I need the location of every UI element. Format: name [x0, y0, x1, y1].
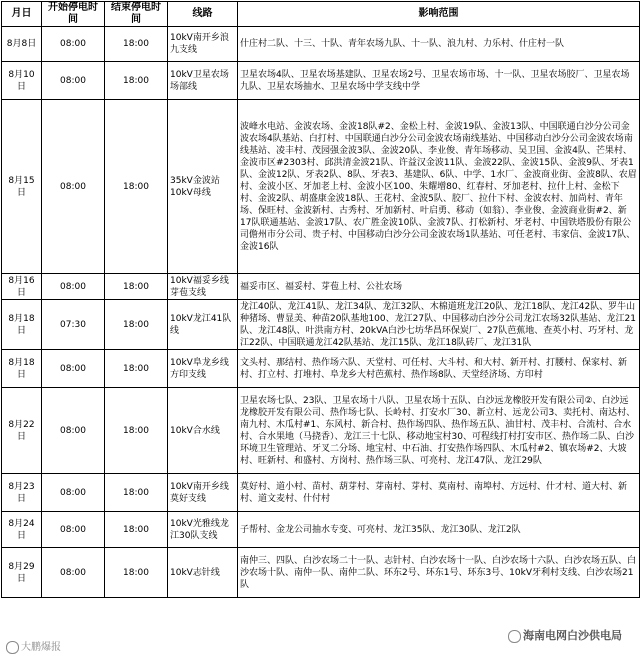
- date-cell: 8月23日: [2, 474, 42, 512]
- end-time-cell: 18:00: [105, 474, 168, 512]
- wechat-icon: [508, 630, 521, 643]
- end-time-cell: 18:00: [105, 300, 168, 350]
- start-time-cell: 08:00: [42, 62, 105, 100]
- line-cell: 10kV福妥乡线芽苞支线: [168, 274, 238, 300]
- watermark-left: [6, 638, 61, 654]
- start-time-cell: 08:00: [42, 27, 105, 62]
- area-cell: 龙江40队、龙江41队、龙江34队、龙江32队、木棉道班龙江20队、龙江18队、龙江42队、罗牛山种猪场、曹显美、种苗20队基地100、龙江27队、中国移动白沙分公司龙江农场32队基站、龙江21队、龙江48队、叶洪南方村、20kVA白沙七坊华昌环保炭厂、27队芭蕉地、查英小村、巧牙村、龙江22队、中国联通龙江42队基站、龙江15队、龙江18队砖厂、龙江31队: [238, 300, 640, 350]
- line-cell: 10kV光雅线龙江30队支线: [168, 512, 238, 548]
- header-start-time: 开始停电时间: [42, 2, 105, 27]
- end-time-cell: 18:00: [105, 62, 168, 100]
- end-time-cell: 18:00: [105, 274, 168, 300]
- date-cell: 8月10日: [2, 62, 42, 100]
- start-time-cell: 08:00: [42, 350, 105, 388]
- date-cell: 8月8日: [2, 27, 42, 62]
- area-cell: 波峰水电站、金波农场、金波18队#2、金松上村、金波19队、金波13队、中国联通白沙分公司金波农场4队基站、白打村、中国联通白沙分公司金波农场南线基站、中国移动白沙分公司金波农场南线基站、凌丰村、茂园强金波3队、金波20队、李业俊、青年场移动、吴卫国、金波4队、芒果村、金波市区#2303村、邱洪清金波21队、许益汉金波11队、金波22队、金波15队、金波9队、牙表1队、金波12队、牙表2队、8队、牙表3、基建队、6队、中学、1水厂、金波商业街、金波8队、农眉村、金波小区、牙加老上村、金波小区100、朱耀增80、红春村、牙加老村、拉什上村、金松下村、金波2队、胡盛康金波18队、王花村、金波5队、胶厂、拉什下村、金波农村、加尚村、青年场、保旺村、金波新村、古秀村、牙加新村、叶启勇、移动（如翁）、李业俊、金波商业街#2、新17队联通基站、金波17队、农广胜金波10队、金波7队、打松新村、牙老村、中国铁塔股份有限公司儋州市分公司、贵子村、中国移动白沙分公司金波农场1队基站、可任老村、韦家信、金波17队、金波16队: [238, 100, 640, 274]
- area-cell: 文头村、那结村、热作场六队、天堂村、可任村、大斗村、和大村、新开村、打腰村、保家村、新村、打立村、打堆村、阜龙乡大村芭蕉村、热作场8队、天堂经济场、方印村: [238, 350, 640, 388]
- end-time-cell: 18:00: [105, 388, 168, 474]
- date-cell: 8月29日: [2, 548, 42, 598]
- table-row: [2, 300, 640, 350]
- end-time-cell: 18:00: [105, 548, 168, 598]
- header-end-time: 结束停电时间: [105, 2, 168, 27]
- weibo-icon: [6, 641, 19, 654]
- line-cell: 10kV南开乡线莫好支线: [168, 474, 238, 512]
- start-time-cell: 08:00: [42, 100, 105, 274]
- table-row: [2, 100, 640, 274]
- watermark-left-text: 大鹏爆报: [21, 642, 61, 653]
- end-time-cell: 18:00: [105, 100, 168, 274]
- end-time-cell: 18:00: [105, 512, 168, 548]
- date-cell: 8月24日: [2, 512, 42, 548]
- table-row: [2, 388, 640, 474]
- date-cell: 8月18日: [2, 300, 42, 350]
- header-row: [2, 2, 640, 27]
- area-cell: 福妥市区、福妥村、芽苞上村、公社农场: [238, 274, 640, 300]
- header-line: 线路: [168, 2, 238, 27]
- date-cell: 8月22日: [2, 388, 42, 474]
- watermark-right-text: 海南电网白沙供电局: [523, 629, 622, 642]
- end-time-cell: 18:00: [105, 27, 168, 62]
- line-cell: 10kV阜龙乡线方印支线: [168, 350, 238, 388]
- start-time-cell: 07:30: [42, 300, 105, 350]
- area-cell: 什庄村二队、十三、十队、青年农场九队、十一队、浪九村、力乐村、什庄村一队: [238, 27, 640, 62]
- line-cell: 10kV志针线: [168, 548, 238, 598]
- table-row: [2, 474, 640, 512]
- start-time-cell: 08:00: [42, 512, 105, 548]
- area-cell: 南仲三、四队、白沙农场二十一队、志针村、白沙农场十一队、白沙农场十六队、白沙农场五队、白沙农场十队、南仲一队、南仲二队、环东2号、环东1号、环东3号、10kV牙利村支线、白沙农场21队: [238, 548, 640, 598]
- start-time-cell: 08:00: [42, 548, 105, 598]
- area-cell: 卫星农场4队、卫星农场基建队、卫星农场2号、卫星农场市场、十一队、卫星农场胶厂、卫星农场九队、卫星农场抽水、卫星农场中学支线中学: [238, 62, 640, 100]
- table-row: [2, 512, 640, 548]
- date-cell: 8月15日: [2, 100, 42, 274]
- header-area: 影响范围: [238, 2, 640, 27]
- area-cell: 莫好村、道小村、苗村、葫芽村、芽南村、芽村、莫南村、南埠村、方远村、什才村、道大村、新村、道文麦村、什付村: [238, 474, 640, 512]
- table-row: [2, 62, 640, 100]
- outage-table: [1, 1, 640, 598]
- watermark-right: [508, 627, 622, 643]
- line-cell: 10kV合水线: [168, 388, 238, 474]
- table-row: [2, 27, 640, 62]
- area-cell: 卫星农场七队、23队、卫星农场十八队、卫星农场十五队、白沙远龙橡胶开发有限公司②、白沙远龙橡胶开发有限公司、热作场七队、长岭村、打安水厂30、新立村、远龙公司3、卖托村、南达村、南九村、木瓜村#1、东风村、新合村、热作场四队、热作场五队、油甘村、茂丰村、合流村、合水村、合水果地（马挠香）、龙江三十七队、移动地宝村30、可程线打村打安市区、热作场二队、白沙环境卫生管理站、牙叉二分场、地宝村、中石油、打安热作场四队、木瓜村#2、镇农场#2、大坡村、旺新村、和盛村、方岗村、热作场三队、可亮村、龙江47队、龙江29队: [238, 388, 640, 474]
- line-cell: 10kV龙江41队线: [168, 300, 238, 350]
- date-cell: 8月16日: [2, 274, 42, 300]
- line-cell: 10kV南开乡浪九支线: [168, 27, 238, 62]
- line-cell: 10kV卫星农场场部线: [168, 62, 238, 100]
- area-cell: 子帮村、金龙公司抽水专变、可亮村、龙江35队、龙江30队、龙江2队: [238, 512, 640, 548]
- end-time-cell: 18:00: [105, 350, 168, 388]
- table-row: [2, 548, 640, 598]
- table-row: [2, 350, 640, 388]
- start-time-cell: 08:00: [42, 274, 105, 300]
- table-row: [2, 274, 640, 300]
- line-cell: 35kV金波站10kV母线: [168, 100, 238, 274]
- header-date: 月日: [2, 2, 42, 27]
- start-time-cell: 08:00: [42, 388, 105, 474]
- start-time-cell: 08:00: [42, 474, 105, 512]
- date-cell: 8月18日: [2, 350, 42, 388]
